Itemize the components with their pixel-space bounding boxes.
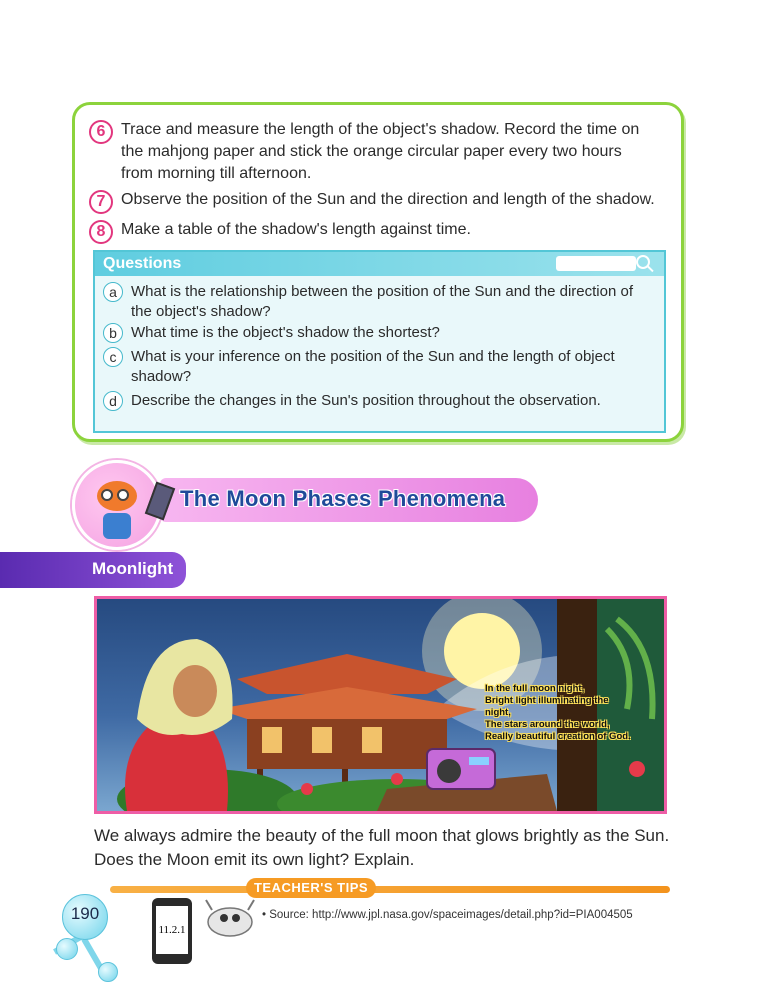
questions-title: Questions [103, 255, 182, 272]
question-letter: b [103, 323, 123, 343]
robot-eye-icon [117, 489, 129, 501]
hibiscus-flower [629, 761, 645, 777]
step-8 [89, 219, 641, 244]
step-text: Trace and measure the length of the object's shadow. Record the time on the mahjong paper and stick the orange circular paper every two hours from morning till afternoon. [121, 121, 640, 182]
question-a [103, 282, 651, 322]
question-b [103, 323, 651, 343]
activity-box [72, 102, 684, 442]
woman-face [173, 665, 217, 717]
molecule-atom [56, 938, 78, 960]
question-letter: d [103, 391, 123, 411]
moonlight-illustration [94, 596, 667, 814]
house-window [362, 727, 382, 753]
question-d [103, 391, 651, 411]
questions-panel [93, 250, 666, 433]
robot-mascot-icon [204, 896, 256, 940]
step-number: 6 [89, 120, 113, 144]
flower [301, 783, 313, 795]
subtitle-label: Moonlight [92, 559, 174, 578]
magnifier-icon [636, 255, 650, 269]
lyric-line: Bright light illuminating the night, [485, 695, 609, 718]
robot-eye-icon [101, 489, 113, 501]
search-bar-decoration [556, 256, 636, 271]
page-number: 190 [70, 904, 100, 923]
lyric-line: The stars around the world, [485, 719, 610, 730]
molecule-atom [98, 962, 118, 982]
step-number: 7 [89, 190, 113, 214]
question-text: Describe the changes in the Sun's position throughout the observation. [131, 392, 601, 409]
section-title: The Moon Phases Phenomena [180, 486, 506, 511]
question-text: What is your inference on the position of the Sun and the length of object shadow? [131, 348, 615, 385]
source-citation [262, 909, 633, 921]
tips-bar [110, 886, 670, 893]
radio-display [469, 757, 489, 765]
question-text: What time is the object's shadow the shortest? [131, 324, 440, 341]
source-text: Source: http://www.jpl.nasa.gov/spaceimages/detail.php?id=PIA004505 [269, 909, 633, 921]
song-lyrics [485, 683, 635, 743]
step-7 [89, 189, 681, 214]
house-window [312, 727, 332, 753]
subtitle-tab [0, 552, 186, 588]
step-text: Make a table of the shadow's length against time. [121, 221, 471, 238]
question-letter: c [103, 347, 123, 367]
section-banner [160, 478, 538, 522]
question-c [103, 347, 651, 387]
standard-code-phone-icon [152, 898, 192, 964]
body-paragraph: We always admire the beauty of the full moon that glows brightly as the Sun. Does the Moon emit its own light? Explain. [94, 826, 670, 869]
robot-head-icon [97, 481, 137, 511]
questions-header [95, 252, 664, 276]
step-number: 8 [89, 220, 113, 244]
radio-speaker [437, 759, 461, 783]
question-letter: a [103, 282, 123, 302]
teachers-tips-label: TEACHER'S TIPS [246, 878, 376, 898]
lyric-line: Really beautiful creation of God. [485, 731, 631, 742]
lyric-line: In the full moon night, [485, 683, 585, 694]
question-text: What is the relationship between the position of the Sun and the direction of the object's shadow? [131, 283, 633, 320]
step-text: Observe the position of the Sun and the direction and length of the shadow. [121, 191, 655, 208]
flower [391, 773, 403, 785]
house-roof-lower [217, 687, 477, 719]
bullet-icon: • [262, 909, 270, 921]
standard-code: 11.2.1 [156, 906, 188, 954]
robot-body-icon [103, 513, 131, 539]
house-window [262, 727, 282, 753]
step-6 [89, 119, 641, 185]
